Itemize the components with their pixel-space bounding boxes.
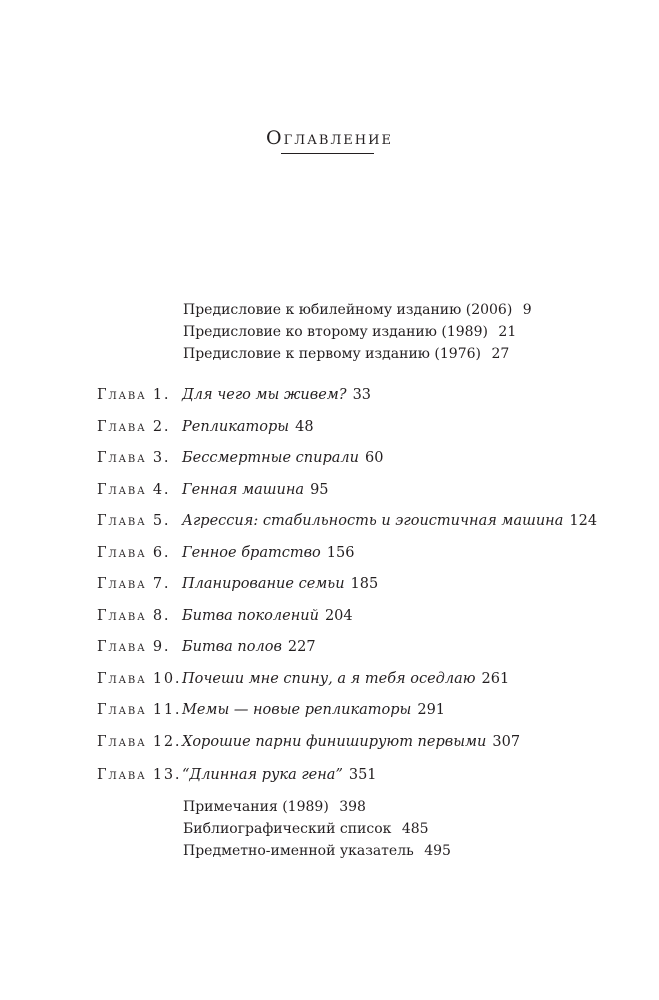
chapter-label: Глава 4. <box>97 481 171 498</box>
chapter-label: Глава 9. <box>97 639 171 655</box>
chapter-row <box>0 573 659 605</box>
chapter-label: Глава 12. <box>97 733 182 750</box>
page-number: 307 <box>492 733 521 750</box>
chapter-title-text: Хорошие парни финишируют первыми <box>182 733 487 750</box>
page-number: 204 <box>324 607 353 624</box>
chapter-row <box>0 384 659 416</box>
chapter-title <box>182 479 329 501</box>
page-number: 227 <box>287 639 316 655</box>
page-number: 27 <box>491 346 510 362</box>
chapter-title <box>182 510 597 532</box>
page-number: 495 <box>424 843 451 859</box>
chapter-label: Глава 6. <box>97 544 171 561</box>
front-matter-item <box>183 323 532 345</box>
front-matter-list <box>183 301 532 367</box>
chapter-title-text: Агрессия: стабильность и эгоистичная машина <box>182 513 564 529</box>
page-number: 9 <box>522 302 532 318</box>
back-matter-label: Предметно-именной указатель <box>183 843 414 859</box>
back-matter-item <box>183 820 451 842</box>
chapter-row <box>0 479 659 511</box>
page-number: 185 <box>350 576 379 592</box>
chapter-row <box>0 605 659 637</box>
chapter-title <box>182 384 371 406</box>
page-number: 21 <box>498 324 517 340</box>
chapter-title-text: Битва полов <box>182 639 282 655</box>
chapter-row <box>0 668 659 700</box>
back-matter-item <box>183 798 451 820</box>
chapter-title-text: Генная машина <box>182 481 305 498</box>
chapter-title-text: Почеши мне спину, а я тебя оседлаю <box>182 670 476 687</box>
back-matter-item <box>183 842 451 864</box>
chapter-title-text: Для чего мы живем? <box>182 387 347 403</box>
title-underline <box>281 153 374 154</box>
chapter-label: Глава 5. <box>97 513 171 529</box>
front-matter-label: Предисловие ко второму изданию (1989) <box>183 324 488 340</box>
back-matter-label: Примечания (1989) <box>183 799 329 815</box>
chapter-title <box>182 416 314 438</box>
chapter-label: Глава 3. <box>97 450 171 466</box>
page-number: 33 <box>352 387 372 403</box>
front-matter-item <box>183 301 532 323</box>
chapter-row <box>0 447 659 479</box>
chapter-title <box>182 731 520 753</box>
chapter-title <box>182 668 509 690</box>
chapter-title-text: “Длинная рука гена” <box>182 766 343 783</box>
back-matter-list <box>183 798 451 864</box>
page-number: 60 <box>364 450 384 466</box>
chapter-title-text: Генное братство <box>182 544 321 561</box>
chapter-title-text: Бессмертные спирали <box>182 450 359 466</box>
page-number: 156 <box>326 544 355 561</box>
page-number: 291 <box>417 702 446 718</box>
chapter-label: Глава 11. <box>97 702 182 718</box>
page-number: 261 <box>481 670 510 687</box>
chapter-label: Глава 13. <box>97 766 182 783</box>
front-matter-label: Предисловие к первому изданию (1976) <box>183 346 481 362</box>
chapter-row <box>0 510 659 542</box>
chapter-label: Глава 7. <box>97 576 171 592</box>
chapter-title <box>182 447 383 469</box>
chapter-row <box>0 731 659 763</box>
front-matter-label: Предисловие к юбилейному изданию (2006) <box>183 302 513 318</box>
chapter-row <box>0 542 659 574</box>
chapter-title-text: Планирование семьи <box>182 576 345 592</box>
chapter-label: Глава 10. <box>97 670 182 687</box>
page-number: 48 <box>295 418 314 435</box>
chapter-title <box>182 636 316 658</box>
chapter-title-text: Репликаторы <box>182 418 290 435</box>
chapter-title-text: Мемы — новые репликаторы <box>182 702 412 718</box>
chapter-title <box>182 764 377 786</box>
chapter-title <box>182 605 353 627</box>
chapter-label: Глава 2. <box>97 418 171 435</box>
page-number: 351 <box>348 766 377 783</box>
chapter-label: Глава 8. <box>97 607 171 624</box>
back-matter-label: Библиографический список <box>183 821 392 837</box>
page-number: 124 <box>569 513 598 529</box>
chapter-label: Глава 1. <box>97 387 171 403</box>
chapter-title <box>182 699 445 721</box>
page-number: 485 <box>401 821 429 837</box>
chapter-row <box>0 764 659 796</box>
chapter-row <box>0 636 659 668</box>
front-matter-item <box>183 345 532 367</box>
chapter-list <box>0 384 659 795</box>
page-number: 95 <box>310 481 329 498</box>
page-number: 398 <box>339 799 366 815</box>
chapter-title-text: Битва поколений <box>182 607 319 624</box>
page-title: Оглавление <box>266 127 393 149</box>
chapter-row <box>0 699 659 731</box>
chapter-title <box>182 573 378 595</box>
chapter-title <box>182 542 354 564</box>
chapter-row <box>0 416 659 448</box>
